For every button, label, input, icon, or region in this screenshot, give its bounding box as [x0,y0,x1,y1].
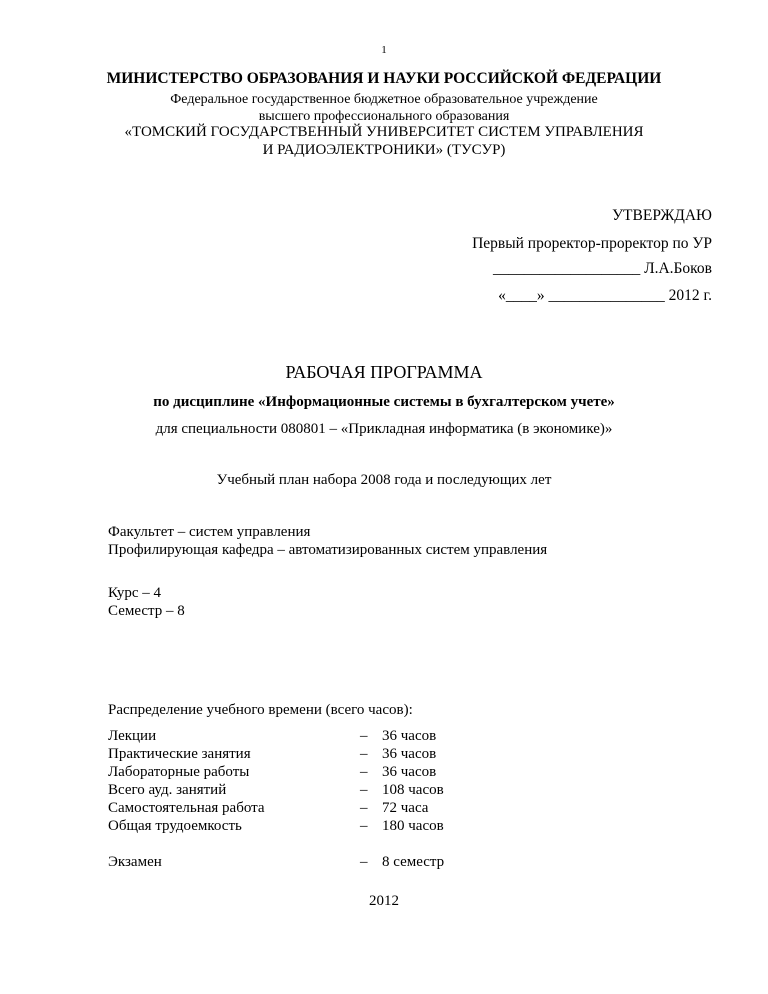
distribution-heading: Распределение учебного времени (всего часов): [108,702,413,718]
exam-dash: – [360,854,368,870]
course: Курс – 4 [108,585,162,601]
exam-label: Экзамен [108,854,162,870]
table-row-dash: – [360,818,368,834]
discipline-name: по дисциплине «Информационные системы в бухгалтерском учете» [153,394,615,410]
table-row-label: Лекции [108,728,157,744]
faculty: Факультет – систем управления [108,524,311,540]
study-plan: Учебный план набора 2008 года и последующих лет [216,472,552,488]
document-year: 2012 [369,893,399,909]
table-row-dash: – [360,728,368,744]
table-row-dash: – [360,782,368,798]
page-number: 1 [381,44,387,56]
institution-line-1: Федеральное государственное бюджетное образовательное учреждение [170,92,598,107]
approval-position: Первый проректор-проректор по УР [472,235,712,252]
institution-line-2: высшего профессионального образования [258,109,510,124]
exam-value: 8 семестр [382,854,445,870]
approval-signature: ___________________ Л.А.Боков [492,260,712,277]
institution-line-3: «ТОМСКИЙ ГОСУДАРСТВЕННЫЙ УНИВЕРСИТЕТ СИСТЕМ УПРАВЛЕНИЯ [124,124,644,140]
table-row-value: 108 часов [382,782,444,798]
table-row-label: Самостоятельная работа [108,800,265,816]
document-title: РАБОЧАЯ ПРОГРАММА [285,362,483,382]
institution-line-4: И РАДИОЭЛЕКТРОНИКИ» (ТУСУР) [262,142,506,158]
table-row-label: Всего ауд. занятий [108,782,227,798]
semester: Семестр – 8 [108,603,185,619]
table-row-value: 36 часов [382,764,437,780]
table-row-dash: – [360,800,368,816]
ministry-name: МИНИСТЕРСТВО ОБРАЗОВАНИЯ И НАУКИ РОССИЙСКОЙ ФЕДЕРАЦИИ [106,70,662,87]
table-row-label: Лабораторные работы [108,764,250,780]
table-row-value: 36 часов [382,746,437,762]
table-row-label: Общая трудоемкость [108,818,242,834]
table-row-value: 36 часов [382,728,437,744]
approval-heading: УТВЕРЖДАЮ [612,207,712,224]
table-row-dash: – [360,764,368,780]
specialty: для специальности 080801 – «Прикладная информатика (в экономике)» [155,421,613,437]
table-row-label: Практические занятия [108,746,251,762]
table-row-value: 180 часов [382,818,444,834]
department: Профилирующая кафедра – автоматизированных систем управления [108,542,548,558]
table-row-value: 72 часа [382,800,429,816]
approval-date: «____» _______________ 2012 г. [498,287,712,304]
table-row-dash: – [360,746,368,762]
